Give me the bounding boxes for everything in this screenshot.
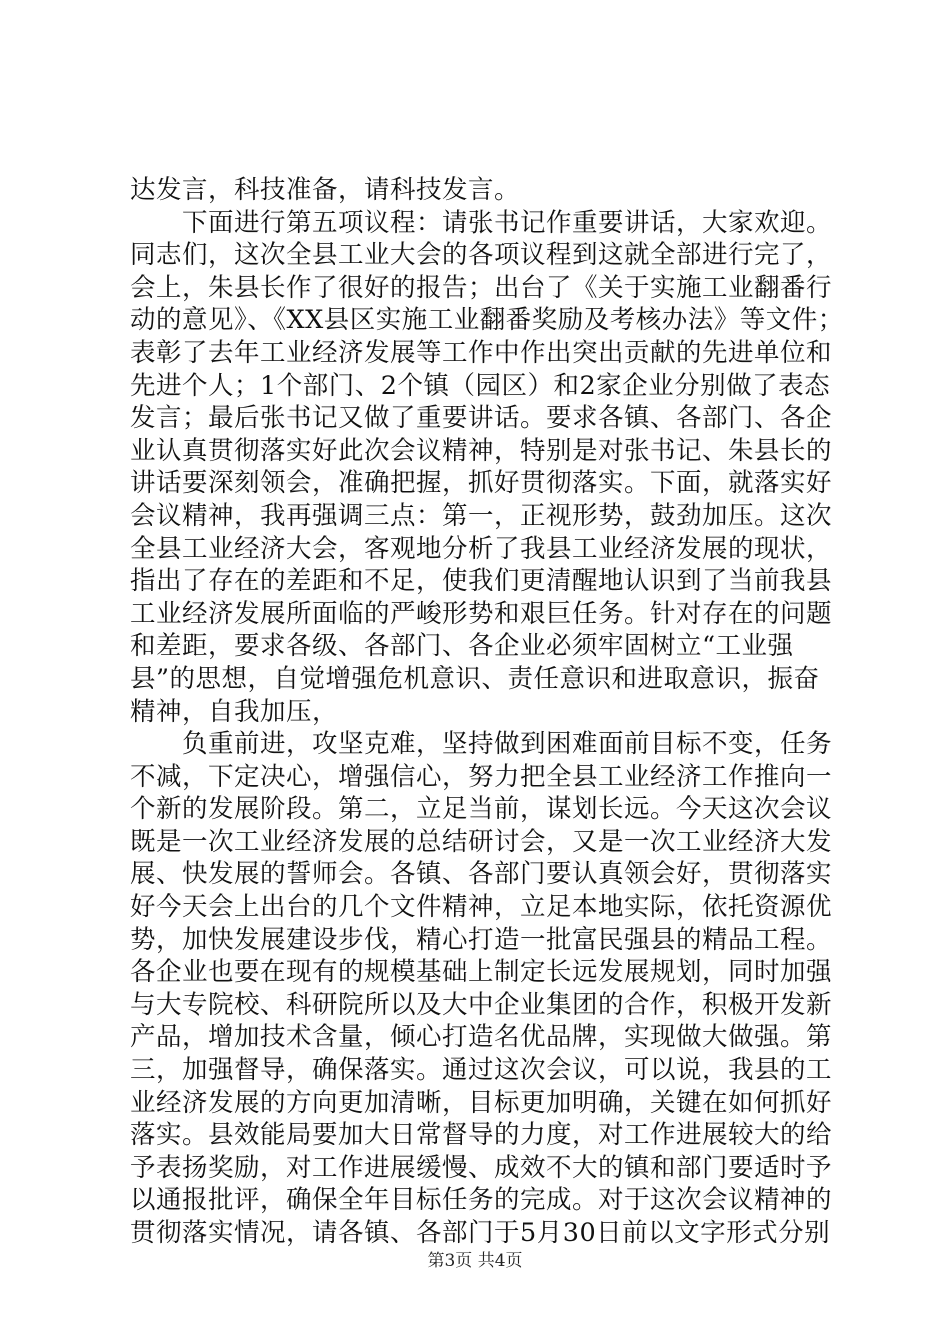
text-line: 会议精神，我再强调三点：第一，正视形势，鼓劲加压。这次 [130, 500, 833, 531]
text-line: 和差距，要求各级、各部门、各企业必须牢固树立“工业强 [130, 631, 794, 662]
text-line: 既是一次工业经济发展的总结研讨会，又是一次工业经济大发 [130, 826, 833, 857]
text-line: 达发言，科技准备，请科技发言。 [130, 175, 521, 205]
text-line: 势，加快发展建设步伐，精心打造一批富民强县的精品工程。 [130, 924, 833, 955]
text-line: 县”的思想，自觉增强危机意识、责任意识和进取意识，振奋 [130, 663, 820, 694]
text-line: 发言；最后张书记又做了重要讲话。要求各镇、各部门、各企 [130, 403, 833, 434]
text-line: 产品，增加技术含量，倾心打造名优品牌，实现做大做强。第 [130, 1022, 833, 1053]
text-line: 落实。县效能局要加大日常督导的力度，对工作进展较大的给 [130, 1120, 833, 1151]
document-body [130, 174, 844, 1250]
text-line: 工业经济发展所面临的严峻形势和艰巨任务。针对存在的问题 [130, 598, 833, 629]
text-line: 表彰了去年工业经济发展等工作中作出突出贡献的先进单位和 [130, 337, 833, 368]
text-line: 不减，下定决心，增强信心，努力把全县工业经济工作推向一 [130, 761, 833, 792]
text-line: 各企业也要在现有的规模基础上制定长远发展规划，同时加强 [130, 957, 833, 988]
text-line: 全县工业经济大会，客观地分析了我县工业经济发展的现状， [130, 533, 833, 564]
page-footer [0, 1246, 950, 1271]
text-line: 以通报批评，确保全年目标任务的完成。对于这次会议精神的 [130, 1185, 833, 1216]
text-line: 先进个人；1个部门、2个镇（园区）和2家企业分别做了表态 [130, 370, 831, 401]
page-number-label: 第3页 共4页 [427, 1251, 523, 1271]
text-line: 展、快发展的誓师会。各镇、各部门要认真领会好，贯彻落实 [130, 859, 833, 890]
text-line: 精神，自我加压， [130, 696, 339, 727]
text-line: 贯彻落实情况，请各镇、各部门于5月30日前以文字形式分别 [130, 1218, 831, 1248]
text-line: 予表扬奖励，对工作进展缓慢、成效不大的镇和部门要适时予 [130, 1152, 833, 1183]
text-line: 讲话要深刻领会，准确把握，抓好贯彻落实。下面，就落实好 [130, 468, 833, 499]
text-line: 个新的发展阶段。第二，立足当前，谋划长远。今天这次会议 [130, 794, 833, 825]
text-line: 与大专院校、科研院所以及大中企业集团的合作，积极开发新 [130, 989, 833, 1020]
text-line: 好今天会上出台的几个文件精神，立足本地实际，依托资源优 [130, 892, 833, 923]
text-line: 动的意见》、《XX县区实施工业翻番奖励及考核办法》等文件； [130, 305, 844, 336]
text-line: 指出了存在的差距和不足，使我们更清醒地认识到了当前我县 [130, 566, 833, 597]
text-line: 下面进行第五项议程：请张书记作重要讲话，大家欢迎。 [130, 207, 833, 238]
text-line: 同志们，这次全县工业大会的各项议程到这就全部进行完了， [130, 240, 833, 271]
text-line: 负重前进，攻坚克难，坚持做到困难面前目标不变，任务 [130, 729, 833, 760]
text-line: 三，加强督导，确保落实。通过这次会议，可以说，我县的工 [130, 1055, 833, 1086]
text-line: 会上，朱县长作了很好的报告；出台了《关于实施工业翻番行 [130, 272, 833, 303]
text-line: 业经济发展的方向更加清晰，目标更加明确，关键在如何抓好 [130, 1087, 833, 1118]
text-line: 业认真贯彻落实好此次会议精神，特别是对张书记、朱县长的 [130, 435, 833, 466]
